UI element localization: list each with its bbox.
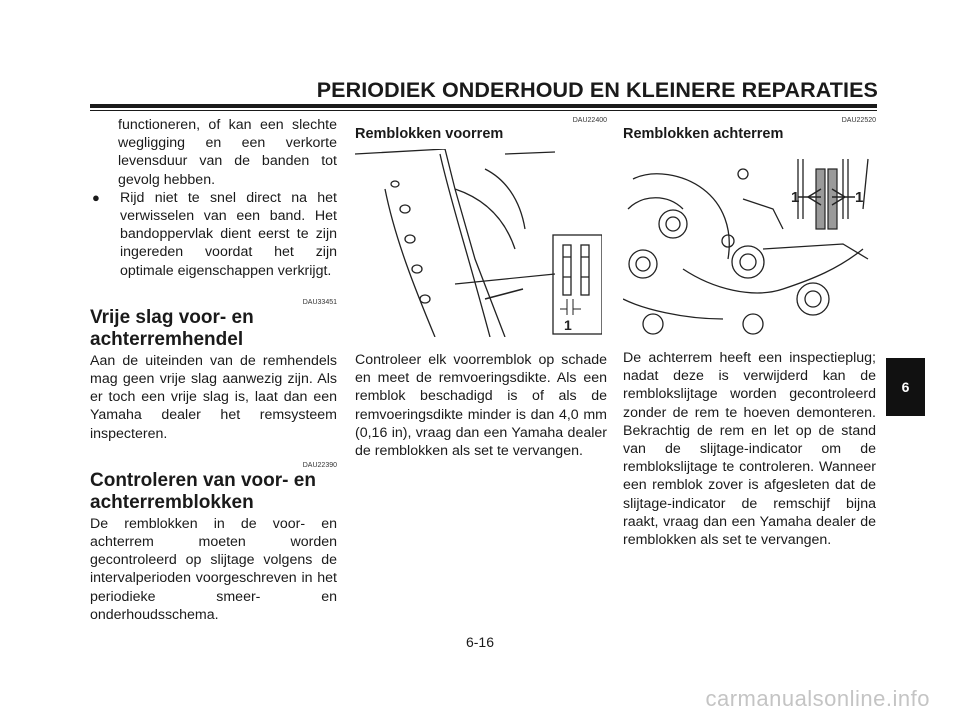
section-heading-rear-pads: Remblokken achterrem (623, 126, 784, 142)
section-body-free-play: Aan de uiteinden van de remhendels mag geen vrije slag aanwezig zijn. Als er toch een vrije slag is, laat dan een Yamaha dealer het remsysteem inspecteren. (90, 352, 337, 442)
rear-pads-body: De achterrem heeft een inspectieplug; nadat deze is verwijderd kan de remblokslijtage worden gecontroleerd zonder de rem te hoeven demonteren. Bekrachtig de rem en let op de stand van de slijtage-indicator om de remblokslijtage te controleren. Wanneer een remblok zover is afgesleten dat de slijtage-indicator de remschijf bijna raakt, vraag dan een Yamaha dealer de remblokken als set te vervangen. (623, 350, 876, 549)
chapter-tab: 6 (886, 358, 925, 416)
section-heading-front-pads: Remblokken voorrem (355, 126, 504, 142)
page-number: 6-16 (465, 634, 495, 650)
column-middle (355, 116, 607, 460)
front-figure-callout: 1 (564, 317, 572, 333)
column-right (623, 116, 876, 549)
section-body-brake-pads: De remblokken in de voor- en achterrem moeten worden gecontroleerd op slijtage volgens de intervalperioden voorgeschreven in het periodieke smeer- en onderhoudsschema. (90, 515, 337, 623)
section-code: DAU33451 (302, 298, 337, 306)
intro-paragraph: functioneren, of kan een slechte wegligging en een verkorte levensduur van de banden tot gevolg hebben. (118, 117, 337, 188)
section-heading-free-play: Vrije slag voor- en achterremhendel (90, 306, 254, 350)
rear-figure-callout-left: 1 (791, 189, 800, 206)
rear-figure-callout-right: 1 (855, 189, 864, 206)
section-code: DAU22400 (572, 117, 607, 124)
section-code: DAU22390 (302, 461, 337, 469)
header-rule-thick (90, 104, 877, 108)
bullet-icon: ● (92, 189, 100, 205)
rear-brake-illustration (623, 149, 876, 337)
bullet-text: Rijd niet te snel direct na het verwisselen van een band. Het bandoppervlak dient eerst te zijn ingereden voordat het zijn optimale eigenschappen verkrijgt. (120, 189, 337, 279)
section-heading-brake-pads: Controleren van voor- en achterremblokken (90, 469, 316, 513)
front-brake-figure (355, 149, 602, 337)
rear-brake-figure (623, 149, 876, 337)
front-pads-body: Controleer elk voorremblok op schade en meet de remvoeringsdikte. Als een remblok beschadigd is of als de remvoeringsdikte minder is dan 4,0 mm (0,16 in), vraag dan een Yamaha dealer de remblokken als set te vervangen. (355, 352, 607, 460)
page-title: PERIODIEK ONDERHOUD EN KLEINERE REPARATIES (316, 78, 878, 102)
front-brake-illustration (355, 149, 602, 337)
watermark: carmanualsonline.info (705, 686, 930, 711)
section-code: DAU22520 (841, 117, 876, 124)
column-left (90, 116, 337, 624)
header-rule-thin (90, 110, 877, 111)
bullet-item (90, 189, 337, 280)
